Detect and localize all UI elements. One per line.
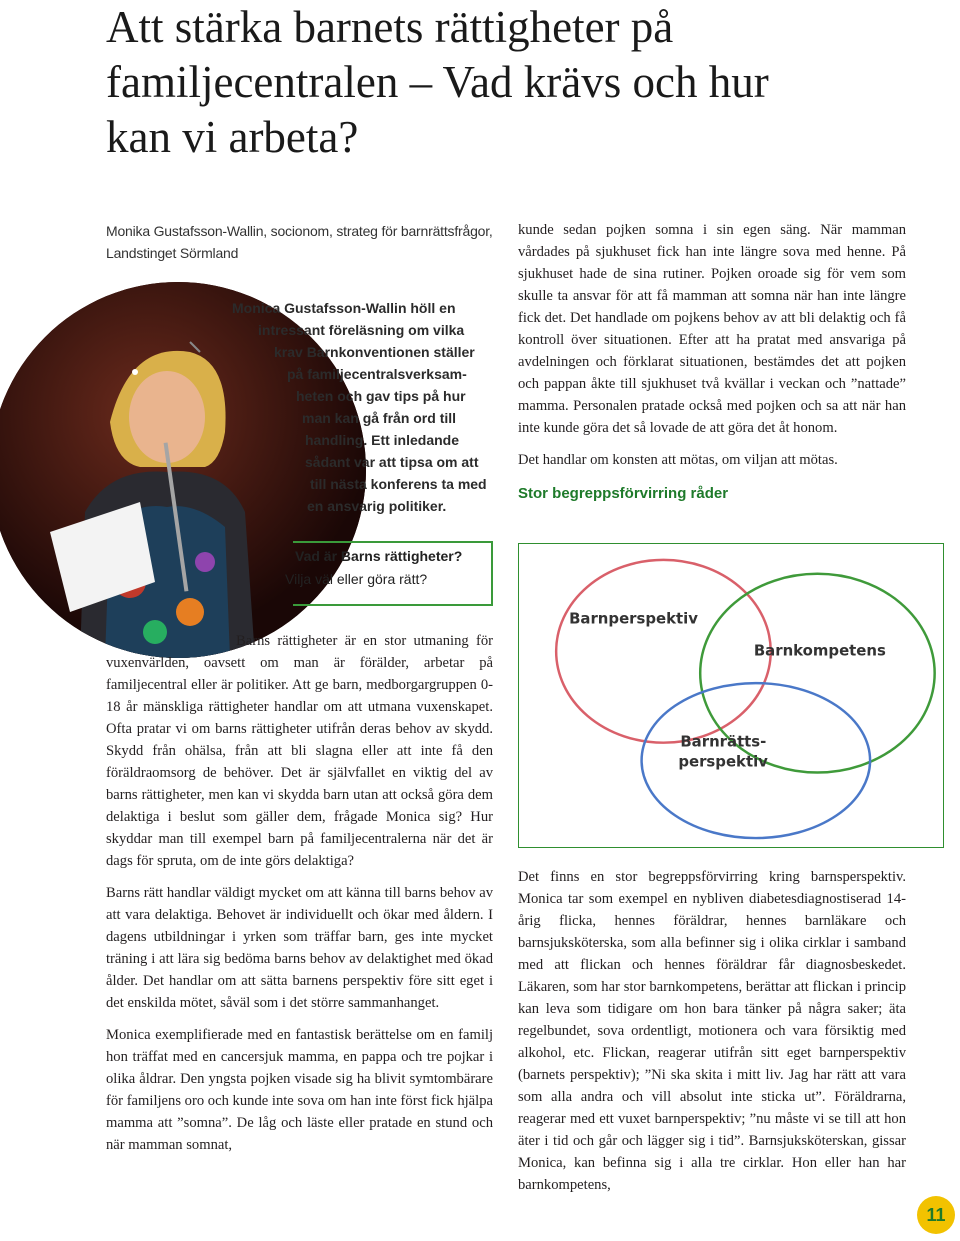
- right-column-top: [518, 219, 906, 505]
- callout-question: Vad är Barns rättigheter?: [295, 548, 463, 564]
- body-paragraph: Monica exemplifierade med en fantastisk berättelse om en familj hon träffat med en cancersjuk mamma, en pappa och tre pojkar i olika åldrar. Den yngsta pojken visade sig ha blivit symtombärare för familjens oro och kunde inte sova om han inte först fick hjälpa mamma att ”somna”. De låg och läste eller pratade en stund och när mamman somnat,: [106, 1027, 493, 1153]
- left-column: [106, 630, 493, 1156]
- question-callout: [285, 541, 493, 606]
- page-number-badge: 11: [917, 1196, 955, 1234]
- title-line: familjecentralen – Vad krävs och hur: [106, 57, 769, 107]
- title-line: Att stärka barnets rättigheter på: [106, 2, 674, 52]
- byline-line: Landstinget Sörmland: [106, 245, 239, 261]
- right-column-bottom: [518, 866, 906, 1196]
- author-byline: [106, 220, 506, 264]
- lead-line: handling. Ett inledande: [305, 432, 459, 448]
- lead-line: en ansvarig politiker.: [307, 498, 447, 514]
- lead-line: intressant föreläsning om vilka: [258, 322, 465, 338]
- body-paragraph: Det handlar om konsten att mötas, om viljan att mötas.: [518, 452, 838, 468]
- body-paragraph: Det finns en stor begreppsförvirring kring barnsperspektiv. Monica tar som exempel en nybliven diabetesdiagnostiserad 14-årig flicka, hennes föräldrar, hennes barnläkare och barnsjuksköterska, som alla befinner sig i olika cirklar i samband med att flickan och hennes föräldrar får diagnosbeskedet. Läkaren, som har stor barnkompetens, berättar att flickan i princip kan leva som tidigare om hon bara tänker på några saker; äta regelbundet, sova ordentligt, motionera och vara försiktig med alkohol, etc. Flickan, reagerar utifrån sitt eget barnperspektiv (barnets perspektiv); ”Ni ska skita i mitt liv. Jag har rätt att vara som alla andra och vill absolut inte sticka ut”. Föräldrarna, reagerar med ett vuxet barnperspektiv; ”nu måste vi se till att hon äter i tid och går och lägger sig i tid”. Barnsjuksköterskan, gissar Monica, kan befinna sig i alla tre cirklar. Hon eller han har barnkompetens,: [518, 869, 906, 1193]
- lead-line: Monica Gustafsson-Wallin höll en: [232, 300, 456, 316]
- body-paragraph: kunde sedan pojken somna i sin egen säng. När mamman vårdades på sjukhuset fick han inte längre sova med henne. På sjukhuset hade de sina rutiner. Pojken oroade sig för vem som skulle ta ansvar för att få mamman att somna när han inte längre fick det. Det handlade om pojkens behov av att bli delaktig och få kontroll över situationen. Efter att ha pratat med ansvariga på avdelningen och förklarat situationen, bestämdes det att pojken och pappan åkte till sjukhuset två kvällar i veckan och ”nattade” mamma. Personalen pratade också med pojken och sa att när han inte kunde göra det så lovade de att göra det åt honom.: [518, 222, 906, 436]
- label-barnratts: Barnrätts-: [680, 732, 767, 751]
- concept-venn-diagram: [518, 543, 944, 848]
- lead-line: man kan gå från ord till: [302, 410, 457, 426]
- label-barnperspektiv: Barnperspektiv: [569, 609, 698, 628]
- article-title: [106, 0, 926, 165]
- lead-line: krav Barnkonventionen ställer: [274, 344, 475, 360]
- title-line: kan vi arbeta?: [106, 112, 359, 162]
- body-paragraph: Barns rättigheter är en stor utmaning för vuxenvärlden, oavsett om man är förälder, arbetar på familjecentral eller är politiker. Att ge barn, medborgargruppen 0-18 år mänskliga rättigheter handlar om att utmana vuxenskapet. Ofta pratar vi om barns rättigheter utifrån deras behov av skydd. Skydd från ohälsa, från att bli slagna eller att inte få den föräldraomsorg de behöver. Det är självfallet en viktig del av barns rättigheter, men kan vi skydda barn utan att också göra dem delaktiga i beslut som gäller dem, frågade Monica sig? Hur skyddar man till exempel barn på familjecentralerna när det är dags för spruta, om de inte görs delaktiga?: [106, 633, 493, 869]
- label-perspektiv: perspektiv: [678, 752, 768, 771]
- lead-line: sådant var att tipsa om att: [305, 454, 479, 470]
- label-barnkompetens: Barnkompetens: [753, 641, 886, 660]
- section-subheading: Stor begreppsförvirring råder: [518, 485, 729, 502]
- lead-line: till nästa konferens ta med: [310, 476, 487, 492]
- callout-subquestion: Vilja väl eller göra rätt?: [285, 571, 428, 587]
- byline-line: Monika Gustafsson-Wallin, socionom, strateg för barnrättsfrågor,: [106, 223, 493, 239]
- lead-line: på familjecentralsverksam-: [287, 366, 467, 382]
- body-paragraph: Barns rätt handlar väldigt mycket om att känna till barns behov av att vara delaktiga. Behovet är individuellt och ökar med åldern. I dagens utbildningar i yrken som träffar barn, ges inte mycket träning i att lära sig bedöma barns behov av delaktighet med ökad ålder. Det handlar om att sätta barnens perspektiv före sitt eget i det enskilda mötet, såväl som i det större sammanhanget.: [106, 885, 493, 1011]
- lead-line: heten och gav tips på hur: [296, 388, 466, 404]
